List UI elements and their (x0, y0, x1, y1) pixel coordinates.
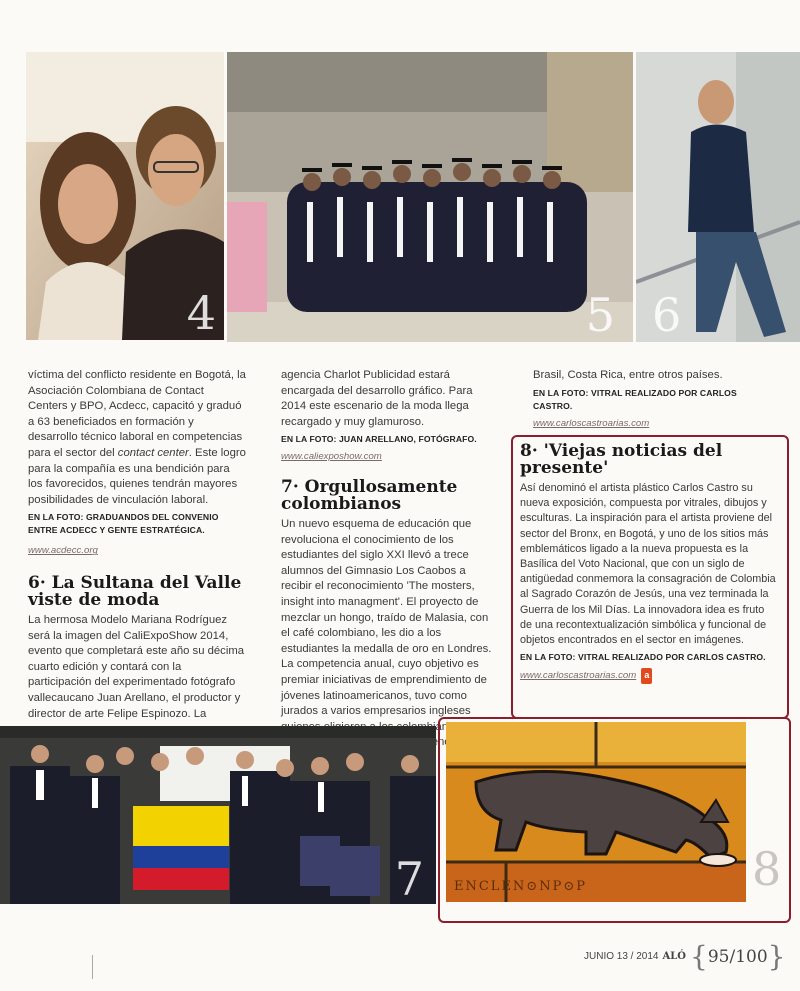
footer-brand: ALÓ (662, 951, 686, 962)
col1-intro-em: contact center (117, 446, 189, 459)
footer-brace-right: } (767, 940, 786, 973)
end-mark: a (641, 668, 652, 684)
section-8-caption: EN LA FOTO: VITRAL REALIZADO POR CARLOS CASTRO. (520, 652, 766, 663)
section-8-block (520, 443, 778, 684)
footer-date: JUNIO 13 / 2014 (584, 951, 659, 962)
link-caliexposhow[interactable]: www.caliexposhow.com (281, 451, 382, 463)
photo-4-couple (26, 52, 224, 340)
section-8-body: Así denominó el artista plástico Carlos Castro su nueva exposición, compuesta por vitrales, dibujos y esculturas. La inspiración para el artista proviene del sector del Bronx, en Bogotá, y uno de los sitios más emblemáticos ligado a la nueva propuesta es la Basílica del Voto Nacional, que con un siglo de antigüedad conmemora la consagración de Colombia al Sagrado Corazón de Jesús, una vez terminada la Guerra de los Mil Días. La innovadora idea es fruto de una recontextualización simbólica y funcional de objetos encontrados en el sector en imágenes. (520, 482, 776, 647)
col2-caption: EN LA FOTO: JUAN ARELLANO, FOTÓGRAFO. (281, 434, 477, 445)
column-2 (281, 368, 497, 766)
column-1 (28, 368, 246, 722)
photo-7-students (0, 726, 436, 904)
col3-intro: Brasil, Costa Rica, entre otros países. (533, 369, 723, 381)
col1-intro (28, 368, 246, 508)
section-8-title: 'Viejas noticias del presente' (520, 441, 723, 478)
section-7-body: Un nuevo esquema de educación que revoluciona el conocimiento de los estudiantes del siglo XXI llevó a trece alumnos del Gimnasio Los Caobos a recibir el reconocimiento 'The mosters, insight into managment'. El proyecto de mezclar un hongo, traído de Malasia, con el café colombiano, les dio a los estudiantes la medalla de oro en Londres. La competencia anual, cuyo objetivo es premiar iniciativas de emprendimiento de jóvenes latinoamericanos, tuvo como jurados a varios empresarios ingleses (281, 517, 492, 718)
col2-intro: agencia Charlot Publicidad estará encargada del desarrollo gráfico. Para 2014 este escenario de la moda llega recargado y muy glamuroso. (281, 369, 473, 428)
footer-brace-left: { (690, 940, 708, 973)
photo-5-graduates (227, 52, 633, 342)
col1-intro-end: . Este logro para la compañía es una bendición para los favorecidos, quienes tendrán mayores posibilidades de vinculación laboral. (28, 446, 246, 506)
stained-glass-lettering: ENCLEN⊙NP⊙P (454, 879, 587, 894)
col1-intro-text: víctima del conflicto residente en Bogotá, la Asociación Colombiana de Contact Centers y BPO, Acdecc, capacitó y graduó a 63 beneficiados en formación y desarrollo técnico laboral en competencias para el sector del (28, 369, 246, 459)
section-6-body: La hermosa Modelo Mariana Rodríguez será la imagen del CaliExpoShow 2014, evento que completará este año su décima cuarto edición y contará con la participación del experimentado fotógrafo vallecaucano Juan Arellano, el productor y director de arte Felipe Espinozo. La (28, 613, 245, 720)
link-carloscastro[interactable]: www.carloscastroarias.com (520, 670, 637, 682)
photo-number-6: 6 (652, 288, 682, 342)
section-8-number: 8· (520, 441, 538, 461)
footer-page-numbers: 95/100 (707, 946, 768, 967)
photo-number-5: 5 (585, 288, 615, 342)
section-6-title: La Sultana del Valle viste de moda (28, 572, 242, 610)
section-6-heading (28, 572, 246, 610)
section-8-heading (520, 443, 778, 477)
photo-number-4: 4 (186, 286, 216, 340)
section-7-title: Orgullosamente colombianos (281, 476, 458, 514)
photo-8-stained-glass (446, 722, 746, 902)
section-7-heading (281, 476, 497, 514)
page-footer (584, 940, 785, 973)
link-acdecc[interactable]: www.acdecc.org (28, 545, 98, 557)
link-gimnasio[interactable]: www.carloscastroarias.com (533, 417, 650, 429)
photo-6-photographer (636, 52, 800, 342)
col3-caption: EN LA FOTO: VITRAL REALIZADO POR CARLOS CASTRO. (533, 387, 737, 411)
section-7-number: 7· (281, 476, 299, 497)
photo-number-7: 7 (394, 852, 424, 904)
page-fold-marks (92, 955, 94, 979)
photo-number-8: 8 (752, 842, 782, 896)
column-3 (533, 368, 771, 431)
col1-caption: EN LA FOTO: GRADUANDOS DEL CONVENIO ENTRE ACDECC Y GENTE ESTRATÉGICA. (28, 512, 219, 536)
section-6-number: 6· (28, 572, 46, 593)
